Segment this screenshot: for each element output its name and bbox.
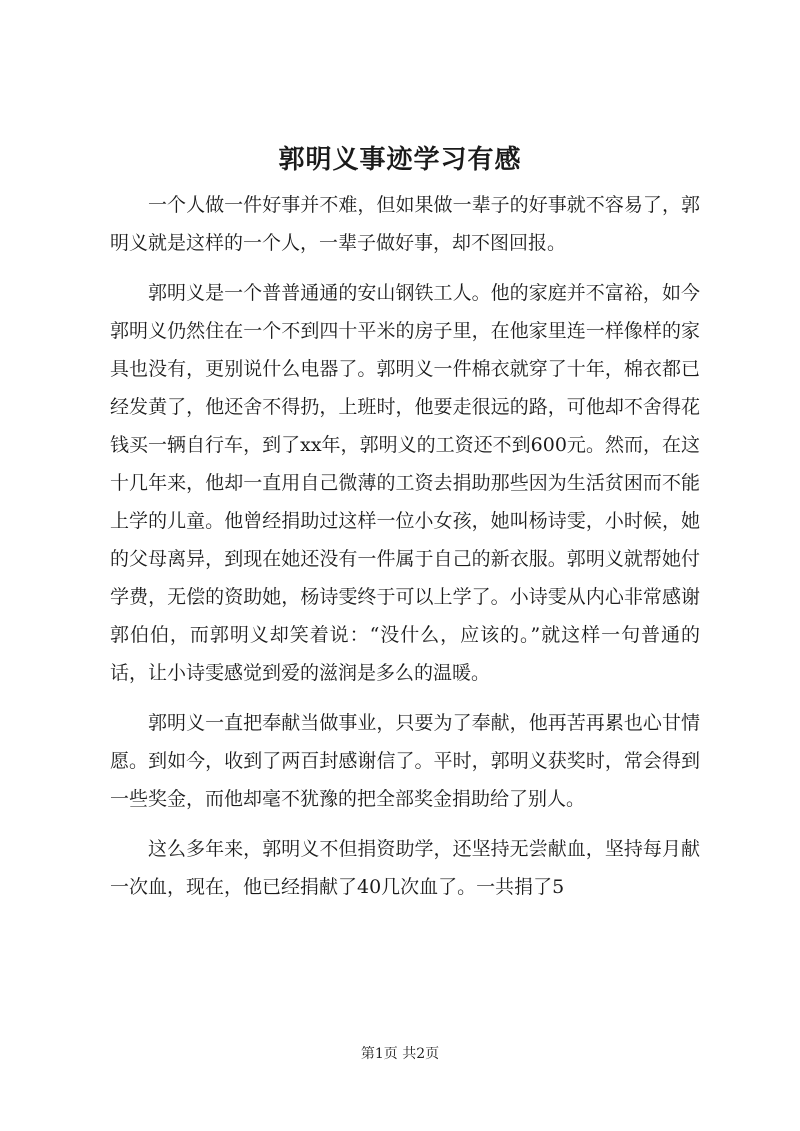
paragraph: 一个人做一件好事并不难，但如果做一辈子的好事就不容易了，郭明义就是这样的一个人，一辈子做好事，却不图回报。 <box>110 194 700 254</box>
paragraph: 郭明义一直把奉献当做事业，只要为了奉献，他再苦再累也心甘情愿。到如今，收到了两百封感谢信了。平时，郭明义获奖时，常会得到一些奖金，而他却毫不犹豫的把全部奖金捐助给了别人。 <box>110 712 700 810</box>
page-number-footer: 第1页 共2页 <box>360 1046 440 1062</box>
paragraph: 郭明义是一个普普通通的安山钢铁工人。他的家庭并不富裕，如今郭明义仍然住在一个不到四十平米的房子里，在他家里连一样像样的家具也没有，更别说什么电器了。郭明义一件棉衣就穿了十年，棉衣都已经发黄了，他还舍不得扔，上班时，他要走很远的路，可他却不舍得花钱买一辆自行车，到了xx年，郭明义的工资还不到600元。然而，在这十几年来，他却一直用自己微薄的工资去捐助那些因为生活贫困而不能上学的儿童。他曾经捐助过这样一位小女孩，她叫杨诗雯，小时候，她的父母离异，到现在她还没有一件属于自己的新衣服。郭明义就帮她付学费，无偿的资助她，杨诗雯终于可以上学了。小诗雯从内心非常感谢郭伯伯，而郭明义却笑着说：“没什么，应该的。”就这样一句普通的话，让小诗雯感觉到爱的滋润是多么的温暖。 <box>110 282 700 684</box>
document-body <box>110 186 700 906</box>
document-title: 郭明义事迹学习有感 <box>278 145 522 175</box>
paragraph: 这么多年来，郭明义不但捐资助学，还坚持无尝献血，坚持每月献一次血，现在，他已经捐献了40几次血了。一共捐了5 <box>110 838 700 898</box>
